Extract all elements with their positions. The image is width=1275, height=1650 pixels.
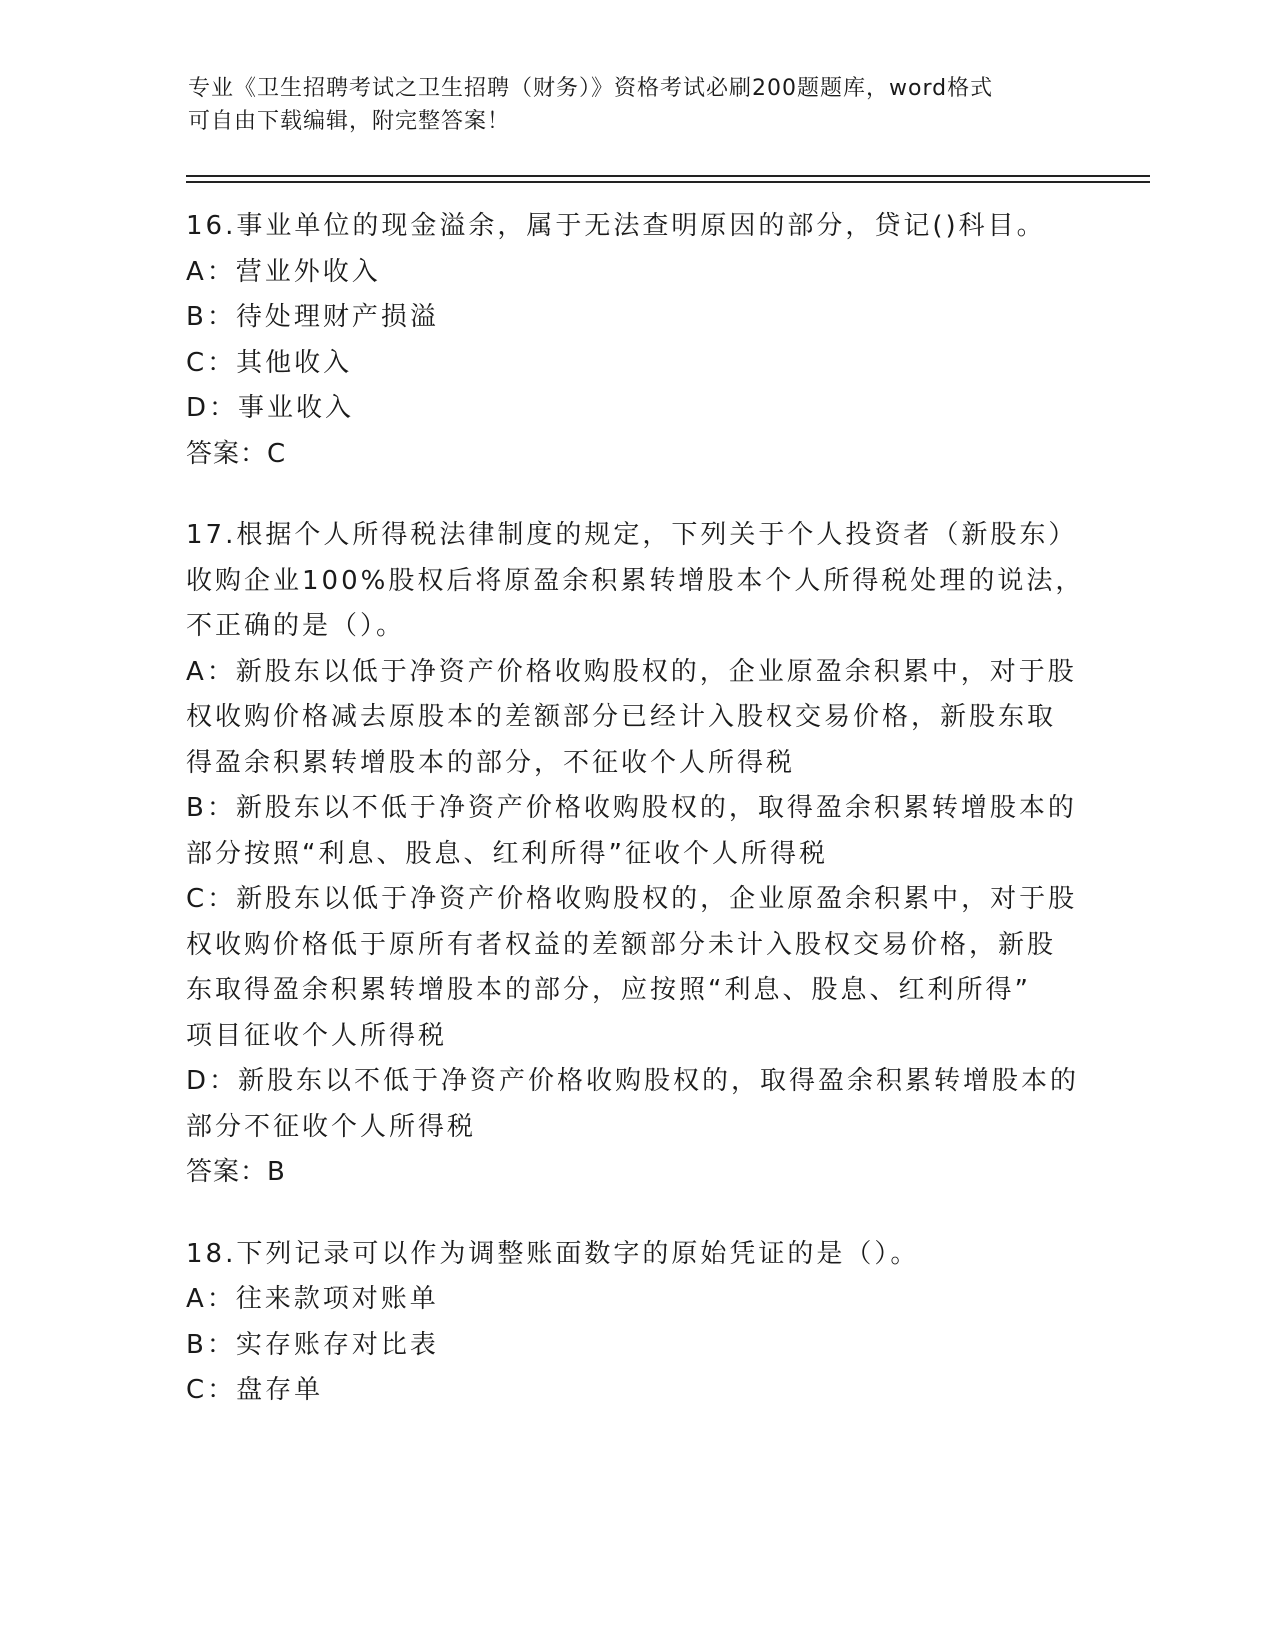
option-text-line: B：新股东以不低于净资产价格收购股权的，取得盈余积累转增股本的 xyxy=(186,793,1077,823)
header-divider-bottom xyxy=(186,181,1150,183)
question-stem-line: 17.根据个人所得税法律制度的规定，下列关于个人投资者（新股东） xyxy=(186,520,1078,550)
header-divider-top xyxy=(186,175,1150,177)
answer-line: 答案：C xyxy=(186,438,287,469)
option-text-line: 项目征收个人所得税 xyxy=(186,1020,448,1051)
option-c xyxy=(186,1368,1066,1414)
question-stem-line: 不正确的是（）。 xyxy=(186,611,406,641)
option-text-line: 权收购价格减去原股本的差额部分已经计入股权交易价格，新股东取 xyxy=(186,702,1057,732)
option-text-line: A：营业外收入 xyxy=(186,256,381,287)
option-b xyxy=(186,1323,1066,1369)
header-line-2: 可自由下载编辑，附完整答案！ xyxy=(188,109,511,134)
question-stem-line: 18.下列记录可以作为调整账面数字的原始凭证的是（）。 xyxy=(186,1238,920,1269)
question-stem-line: 16.事业单位的现金溢余，属于无法查明原因的部分，贷记()科目。 xyxy=(186,211,1046,241)
option-a xyxy=(186,250,1066,296)
option-d xyxy=(186,1059,1080,1150)
header-line-1: 专业《卫生招聘考试之卫生招聘（财务）》资格考试必刷200题题库，word格式 xyxy=(188,76,994,101)
option-c xyxy=(186,877,1078,1059)
option-text-line: 部分不征收个人所得税 xyxy=(186,1111,477,1142)
option-text-line: B：待处理财产损溢 xyxy=(186,302,439,332)
option-text-line: 得盈余积累转增股本的部分，不征收个人所得税 xyxy=(186,747,796,778)
option-text-line: D：新股东以不低于净资产价格收购股权的，取得盈余积累转增股本的 xyxy=(186,1066,1080,1096)
option-a xyxy=(186,650,1077,787)
option-text-line: A：往来款项对账单 xyxy=(186,1284,439,1314)
option-text-line: B：实存账存对比表 xyxy=(186,1329,439,1360)
question-item xyxy=(186,1232,1066,1414)
option-text-line: C：盘存单 xyxy=(186,1375,324,1405)
option-b xyxy=(186,295,1066,341)
option-text-line: C：其他收入 xyxy=(186,347,353,378)
option-text-line: 部分按照“利息、股息、红利所得”征收个人所得税 xyxy=(186,838,828,869)
question-list xyxy=(186,204,1085,1450)
option-text-line: 东取得盈余积累转增股本的部分，应按照“利息、股息、红利所得” xyxy=(186,975,1031,1005)
option-text-line: C：新股东以低于净资产价格收购股权的，企业原盈余积累中，对于股 xyxy=(186,884,1078,914)
answer-line: 答案：B xyxy=(186,1157,286,1187)
document-header xyxy=(188,72,1088,138)
option-text-line: D：事业收入 xyxy=(186,393,355,423)
option-b xyxy=(186,786,1077,877)
option-text-line: A：新股东以低于净资产价格收购股权的，企业原盈余积累中，对于股 xyxy=(186,656,1077,687)
question-item xyxy=(186,204,1066,477)
question-item xyxy=(186,513,1085,1196)
question-stem-line: 收购企业100%股权后将原盈余积累转增股本个人所得税处理的说法， xyxy=(186,565,1085,596)
option-text-line: 权收购价格低于原所有者权益的差额部分未计入股权交易价格，新股 xyxy=(186,929,1057,960)
option-c xyxy=(186,341,1066,387)
option-a xyxy=(186,1277,1066,1323)
option-d xyxy=(186,386,1066,432)
